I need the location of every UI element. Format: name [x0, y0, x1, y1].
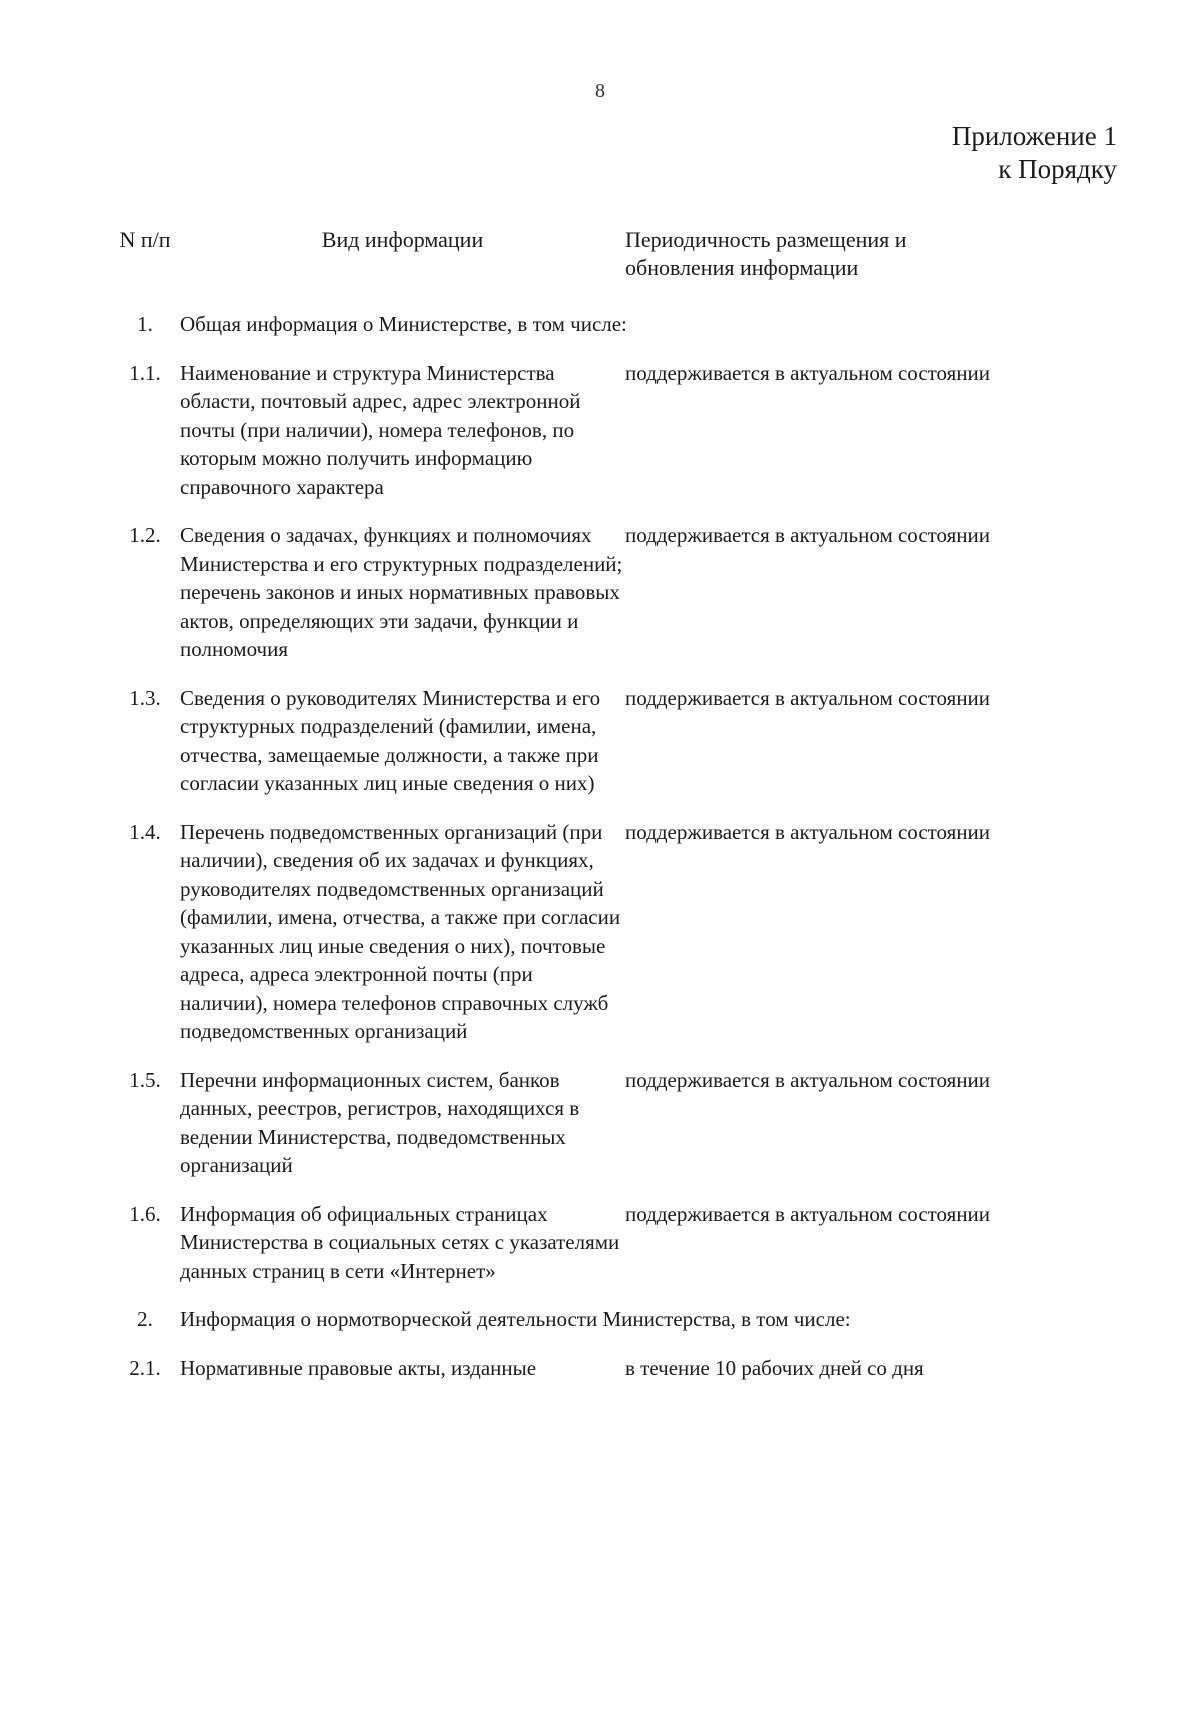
page-number: 8 — [595, 80, 605, 102]
table-row — [110, 684, 1010, 798]
row-period: поддерживается в актуальном состоянии — [625, 360, 991, 385]
row-description: Перечни информационных систем, банков данных, реестров, регистров, находящихся в ведении Министерства, подведомственных организаций — [180, 1067, 580, 1177]
table-row — [110, 1066, 1010, 1180]
table-row — [110, 1305, 1010, 1334]
row-number: 1. — [137, 312, 153, 336]
row-description: Информация об официальных страницах Министерства в социальных сетях с указателями данных страниц в сети «Интернет» — [180, 1201, 620, 1283]
appendix-heading — [952, 120, 1117, 186]
row-period: поддерживается в актуальном состоянии — [625, 1201, 991, 1226]
row-number: 1.3. — [129, 685, 161, 710]
row-period: поддерживается в актуальном состоянии — [625, 1067, 991, 1092]
row-period: поддерживается в актуальном состоянии — [625, 523, 991, 547]
row-number: 1.6. — [129, 1201, 161, 1226]
row-number: 1.1. — [129, 360, 161, 385]
table-header-row — [110, 226, 1010, 282]
appendix-reference: к Порядку — [998, 154, 1117, 184]
table-row — [110, 818, 1010, 1046]
table-row — [110, 359, 1010, 502]
row-description: Перечень подведомственных организаций (при наличии), сведения об их задачах и функциях, руководителях подведомственных организаций (фамилии, имена, отчества, а также при согласии указанных лиц иные сведения о них), почтовые адреса, адреса электронной почты (при наличии), номера телефонов справочных служб подведомственных организаций — [180, 819, 621, 1043]
information-table — [110, 226, 1010, 1402]
row-description: Нормативные правовые акты, изданные — [180, 1355, 537, 1380]
table-row — [110, 1354, 1010, 1383]
header-number: N п/п — [119, 227, 171, 252]
row-period: поддерживается в актуальном состоянии — [625, 819, 991, 844]
table-row — [110, 521, 1010, 664]
table-row — [110, 1200, 1010, 1286]
appendix-title: Приложение 1 — [951, 121, 1117, 151]
row-number: 1.5. — [129, 1067, 161, 1092]
row-period: в течение 10 рабочих дней со дня — [625, 1355, 924, 1380]
row-number: 2. — [137, 1307, 153, 1331]
section-title: Информация о нормотворческой деятельности Министерства, в том числе: — [180, 1307, 851, 1331]
row-description: Сведения о задачах, функциях и полномочиях Министерства и его структурных подразделений; перечень законов и иных нормативных правовых актов, определяющих эти задачи, функции и полномочия — [180, 523, 623, 661]
row-description: Наименование и структура Министерства области, почтовый адрес, адрес электронной почты (при наличии), номера телефонов, по которым можно получить информацию справочного характера — [180, 360, 581, 499]
row-number: 1.4. — [129, 819, 161, 844]
row-number: 1.2. — [129, 523, 161, 547]
row-description: Сведения о руководителях Министерства и его структурных подразделений (фамилии, имена, отчества, замещаемые должности, а также при согласии указанных лиц иные сведения о них) — [180, 685, 601, 795]
table-row — [110, 310, 1010, 339]
row-period: поддерживается в актуальном состоянии — [625, 685, 991, 710]
section-title: Общая информация о Министерстве, в том числе: — [180, 312, 627, 336]
header-period: Периодичность размещения и обновления информации — [625, 227, 907, 280]
header-kind: Вид информации — [321, 227, 484, 252]
row-number: 2.1. — [129, 1355, 161, 1380]
